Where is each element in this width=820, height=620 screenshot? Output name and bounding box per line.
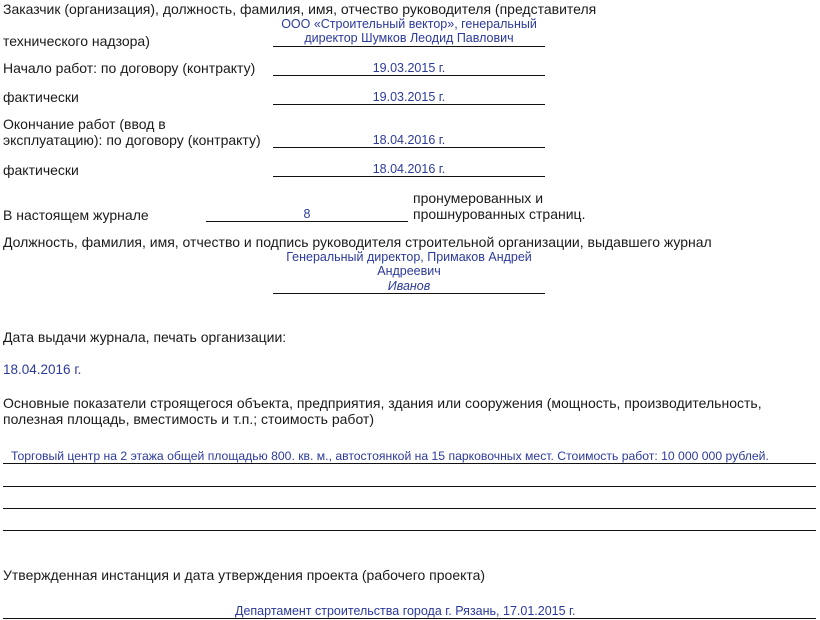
indicators-value[interactable]: Торговый центр на 2 этажа общей площадью 800. кв. м., автостоянкой на 15 парковочных мест. Стоимость работ: 10 000 000 рублей. <box>11 449 769 463</box>
customer-label-line1: Заказчик (организация), должность, фамилия, имя, отчество руководителя (представителя <box>3 1 597 17</box>
end-contract-underline <box>273 147 545 148</box>
approval-value[interactable]: Департамент строительства города г. Рязань, 17.01.2015 г. <box>235 604 576 618</box>
start-contract-underline <box>273 75 545 76</box>
pages-suffix-line1: пронумерованных и <box>413 190 544 206</box>
start-contract-label: Начало работ: по договору (контракту) <box>3 60 256 76</box>
issue-date-value[interactable]: 18.04.2016 г. <box>3 362 82 377</box>
start-actual-label: фактически <box>3 89 79 105</box>
start-actual-underline <box>273 104 545 105</box>
indicators-label-line2: полезная площадь, вместимость и т.п.; стоимость работ) <box>3 411 375 427</box>
issuer-underline <box>273 293 545 294</box>
pages-underline <box>206 221 408 222</box>
issuer-label: Должность, фамилия, имя, отчество и подпись руководителя строительной организации, выдавшего журнал <box>3 234 712 250</box>
end-contract-value[interactable]: 18.04.2016 г. <box>372 133 446 147</box>
indicators-line-3 <box>3 508 816 509</box>
customer-value-line2[interactable]: директор Шумков Леодид Павлович <box>304 31 514 45</box>
issuer-value-line1[interactable]: Генеральный директор, Примаков Андрей <box>286 250 532 264</box>
issuer-value-line2[interactable]: Андреевич <box>377 264 441 278</box>
approval-label: Утвержденная инстанция и дата утверждения проекта (рабочего проекта) <box>3 567 486 583</box>
customer-label-line2: технического надзора) <box>3 33 150 49</box>
customer-value-line1[interactable]: ООО «Строительный вектор», генеральный <box>281 17 537 31</box>
pages-value[interactable]: 8 <box>303 207 311 221</box>
end-contract-label-line1: Окончание работ (ввод в <box>3 116 166 132</box>
issuer-signature[interactable]: Иванов <box>387 279 431 293</box>
end-actual-value[interactable]: 18.04.2016 г. <box>372 162 446 176</box>
pages-suffix-line2: прошнурованных страниц. <box>413 206 586 222</box>
issue-date-label: Дата выдачи журнала, печать организации: <box>3 329 287 345</box>
approval-underline <box>3 618 816 619</box>
end-actual-underline <box>273 176 545 177</box>
end-actual-label: фактически <box>3 162 79 178</box>
indicators-line-1 <box>3 463 816 464</box>
customer-underline <box>273 46 545 47</box>
indicators-line-2 <box>3 486 816 487</box>
end-contract-label-line2: эксплуатацию): по договору (контракту) <box>3 132 261 148</box>
indicators-label-line1: Основные показатели строящегося объекта, предприятия, здания или сооружения (мощность, производительность, <box>3 395 762 411</box>
pages-label: В настоящем журнале <box>3 207 149 223</box>
indicators-line-4 <box>3 530 816 531</box>
start-actual-value[interactable]: 19.03.2015 г. <box>372 90 446 104</box>
start-contract-value[interactable]: 19.03.2015 г. <box>372 61 446 75</box>
